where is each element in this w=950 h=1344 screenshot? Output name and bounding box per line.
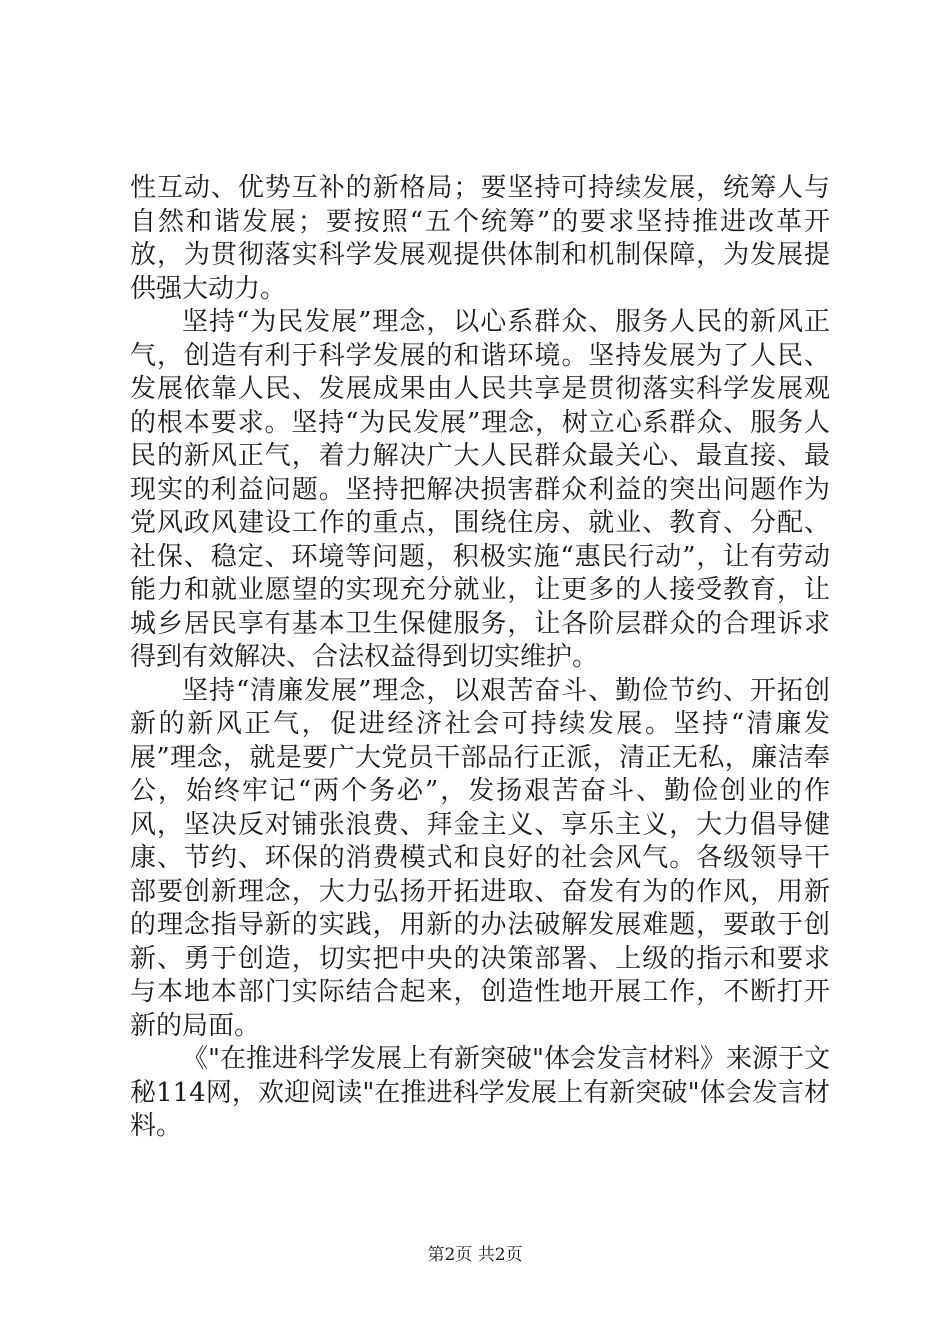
- paragraph-continuation: 性互动、优势互补的新格局；要坚持可持续发展，统筹人与自然和谐发展；要按照“五个统筹”的要求坚持推进改革开放，为贯彻落实科学发展观提供体制和机制保障，为发展提供强大动力。: [130, 173, 830, 304]
- paragraph-source-note: 《"在推进科学发展上有新突破"体会发言材料》来源于文秘114网，欢迎阅读"在推进科学发展上有新突破"体会发言材料。: [130, 1044, 830, 1141]
- document-body: [130, 172, 830, 1144]
- page-footer: 第2页 共2页: [427, 1245, 523, 1265]
- paragraph-clean-development: 坚持“清廉发展”理念，以艰苦奋斗、勤俭节约、开拓创新的新风正气，促进经济社会可持续发展。坚持“清廉发展”理念，就是要广大党员干部品行正派，清正无私，廉洁奉公，始终牢记“两个务必”，发扬艰苦奋斗、勤俭创业的作风，坚决反对铺张浪费、拜金主义、享乐主义，大力倡导健康、节约、环保的消费模式和良好的社会风气。各级领导干部要创新理念，大力弘扬开拓进取、奋发有为的作风，用新的理念指导新的实践，用新的办法破解发展难题，要敢于创新、勇于创造，切实把中央的决策部署、上级的指示和要求与本地本部门实际结合起来，创造性地开展工作，不断打开新的局面。: [130, 675, 830, 1041]
- paragraph-people-development: 坚持“为民发展”理念，以心系群众、服务人民的新风正气，创造有利于科学发展的和谐环境。坚持发展为了人民、发展依靠人民、发展成果由人民共享是贯彻落实科学发展观的根本要求。坚持“为民发展”理念，树立心系群众、服务人民的新风正气，着力解决广大人民群众最关心、最直接、最现实的利益问题。坚持把解决损害群众利益的突出问题作为党风政风建设工作的重点，围绕住房、就业、教育、分配、社保、稳定、环境等问题，积极实施“惠民行动”，让有劳动能力和就业愿望的实现充分就业，让更多的人接受教育，让城乡居民享有基本卫生保健服务，让各阶层群众的合理诉求得到有效解决、合法权益得到切实维护。: [130, 307, 830, 672]
